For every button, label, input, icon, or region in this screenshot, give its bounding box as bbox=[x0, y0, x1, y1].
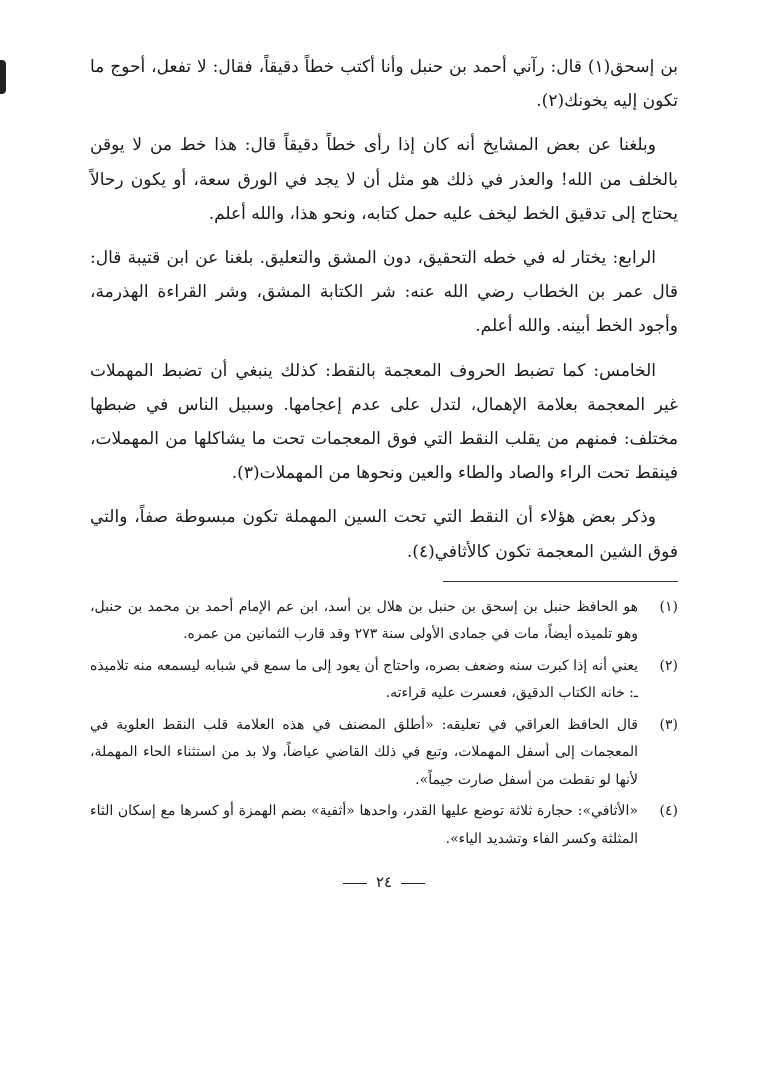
footnote-number: (٢) bbox=[659, 657, 678, 674]
page-number-value: ٢٤ bbox=[375, 873, 393, 892]
document-page bbox=[90, 50, 678, 1039]
paragraph-5: وذكر بعض هؤلاء أن النقط التي تحت السين المهملة تكون مبسوطة صفاً، والتي فوق الشين المعجمة تكون كالأثافي(٤). bbox=[90, 507, 678, 562]
footnote-separator bbox=[443, 581, 678, 582]
paragraph-2: وبلغنا عن بعض المشايخ أنه كان إذا رأى خطاً دقيقاً قال: هذا خط من لا يوقن بالخلف من الله! والعذر في ذلك هو مثل أن لا يجد في الورق سعة، أو يكون رحالاً يحتاج إلى تدقيق الخط ليخف عليه حمل كتابه، ونحو هذا، والله أعلم. bbox=[90, 135, 678, 224]
footnote-text: «الأثافي»: حجارة ثلاثة توضع عليها القدر، واحدها «أثفية» بضم الهمزة أو كسرها مع إسكان الثاء المثلثة وكسر الفاء وتشديد الياء». bbox=[90, 803, 638, 847]
footnote-text: يعني أنه إذا كبرت سنه وضعف بصره، واحتاج أن يعود إلى ما سمع في شبابه ليسمعه منه تلاميذه ـ: خانه الكتاب الدقيق، فعسرت عليه قراءته. bbox=[90, 657, 638, 702]
paragraph-3: الرابع: يختار له في خطه التحقيق، دون المشق والتعليق. بلغنا عن ابن قتيبة قال: قال عمر بن الخطاب رضي الله عنه: شر الكتابة المشق، وشر القراءة الهذرمة، وأجود الخط أبينه. والله أعلم. bbox=[90, 248, 678, 337]
footnote-2 bbox=[90, 653, 678, 708]
paragraph-4: الخامس: كما تضبط الحروف المعجمة بالنقط: كذلك ينبغي أن تضبط المهملات غير المعجمة بعلامة الإهمال، لتدل على عدم إعجامها. وسبيل الناس في ضبطها مختلف: فمنهم من يقلب النقط التي فوق المعجمات تحت ما يشاكلها من المهملات، فينقط تحت الراء والصاد والطاء والعين ونحوها من المهملات(٣). bbox=[90, 360, 678, 484]
paragraph-1: بن إسحق(١) قال: رآني أحمد بن حنبل وأنا أكتب خطاً دقيقاً، فقال: لا تفعل، أحوج ما تكون إليه يخونك(٢). bbox=[90, 57, 678, 112]
page-number bbox=[90, 873, 678, 891]
footnote-number: (٤) bbox=[659, 803, 678, 820]
footnote-3 bbox=[90, 712, 678, 795]
footnote-text: هو الحافظ حنبل بن إسحق بن حنبل بن هلال بن أسد، ابن عم الإمام أحمد بن محمد بن حنبل، وهو تلميذه أيضاً، مات في جمادى الأولى سنة ٢٧٣ وقد قارب الثمانين من عمره. bbox=[90, 598, 638, 643]
page-number-dash bbox=[343, 883, 367, 884]
main-text bbox=[90, 50, 678, 569]
page-number-dash bbox=[401, 883, 425, 884]
footnote-text: قال الحافظ العراقي في تعليقه: «أطلق المصنف في هذه العلامة قلب النقط العلوية في المعجمات إلى أسفل المهملات، وتبع في ذلك القاضي عياضاً، ولا بد من استثناء الحاء المهملة، لأنها لو نقطت من أسفل صارت جيماً». bbox=[90, 716, 638, 788]
footnote-number: (١) bbox=[659, 598, 678, 615]
footnote-4 bbox=[90, 798, 678, 853]
footnotes bbox=[90, 594, 678, 854]
footnote-1 bbox=[90, 594, 678, 649]
footnote-number: (٣) bbox=[659, 716, 678, 733]
page-edge-mark bbox=[0, 60, 6, 94]
